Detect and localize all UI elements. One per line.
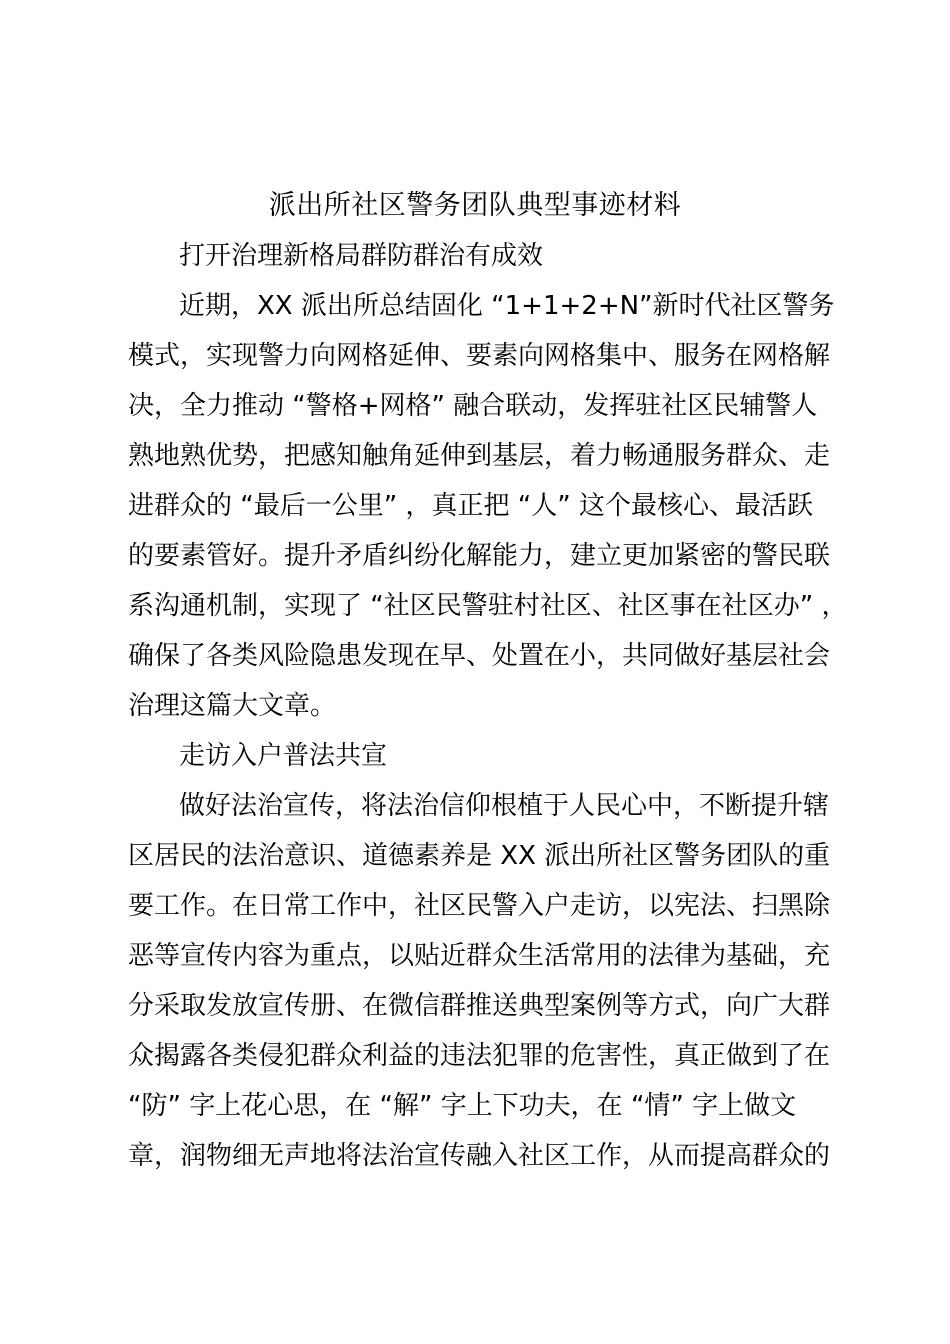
paragraph-line: 确保了各类风险隐患发现在早、处置在小，共同做好基层社会	[128, 641, 831, 671]
paragraph-line: 熟地熟优势，把感知触角延伸到基层，着力畅通服务群众、走	[128, 441, 831, 471]
section-heading-governance: 打开治理新格局群防群治有成效	[179, 241, 544, 271]
paragraph-line: 恶等宣传内容为重点，以贴近群众生活常用的法律为基础，充	[128, 941, 831, 971]
paragraph-line: 要工作。在日常工作中，社区民警入户走访，以宪法、扫黑除	[128, 891, 831, 921]
paragraph-line: 进群众的 “最后一公里” ，真正把 “人” 这个最核心、最活跃	[128, 491, 813, 521]
paragraph-line: 系沟通机制，实现了 “社区民警驻村社区、社区事在社区办” ，	[128, 591, 848, 621]
paragraph-line: 章，润物细无声地将法治宣传融入社区工作，从而提高群众的	[128, 1141, 831, 1171]
paragraph-line: “防” 字上花心思，在 “解” 字上下功夫，在 “情” 字上做文	[128, 1091, 797, 1121]
paragraph-line: 分采取发放宣传册、在微信群推送典型案例等方式，向广大群	[128, 991, 831, 1021]
paragraph-line: 的要素管好。提升矛盾纠纷化解能力，建立更加紧密的警民联	[128, 541, 831, 571]
paragraph-line: 区居民的法治意识、道德素养是 XX 派出所社区警务团队的重	[128, 841, 831, 871]
section-heading-legal-outreach: 走访入户普法共宣	[179, 741, 388, 771]
paragraph-line: 模式，实现警力向网格延伸、要素向网格集中、服务在网格解	[128, 341, 831, 371]
paragraph-line: 近期，XX 派出所总结固化 “1+1+2+N”新时代社区警务	[179, 291, 835, 321]
document-title: 派出所社区警务团队典型事迹材料	[268, 190, 682, 221]
paragraph-line: 决，全力推动 “警格+网格” 融合联动，发挥驻社区民辅警人	[128, 391, 818, 421]
paragraph-line: 做好法治宣传，将法治信仰根植于人民心中，不断提升辖	[179, 791, 830, 821]
paragraph-line: 治理这篇大文章。	[128, 691, 337, 721]
paragraph-line: 众揭露各类侵犯群众利益的违法犯罪的危害性，真正做到了在	[128, 1041, 831, 1071]
